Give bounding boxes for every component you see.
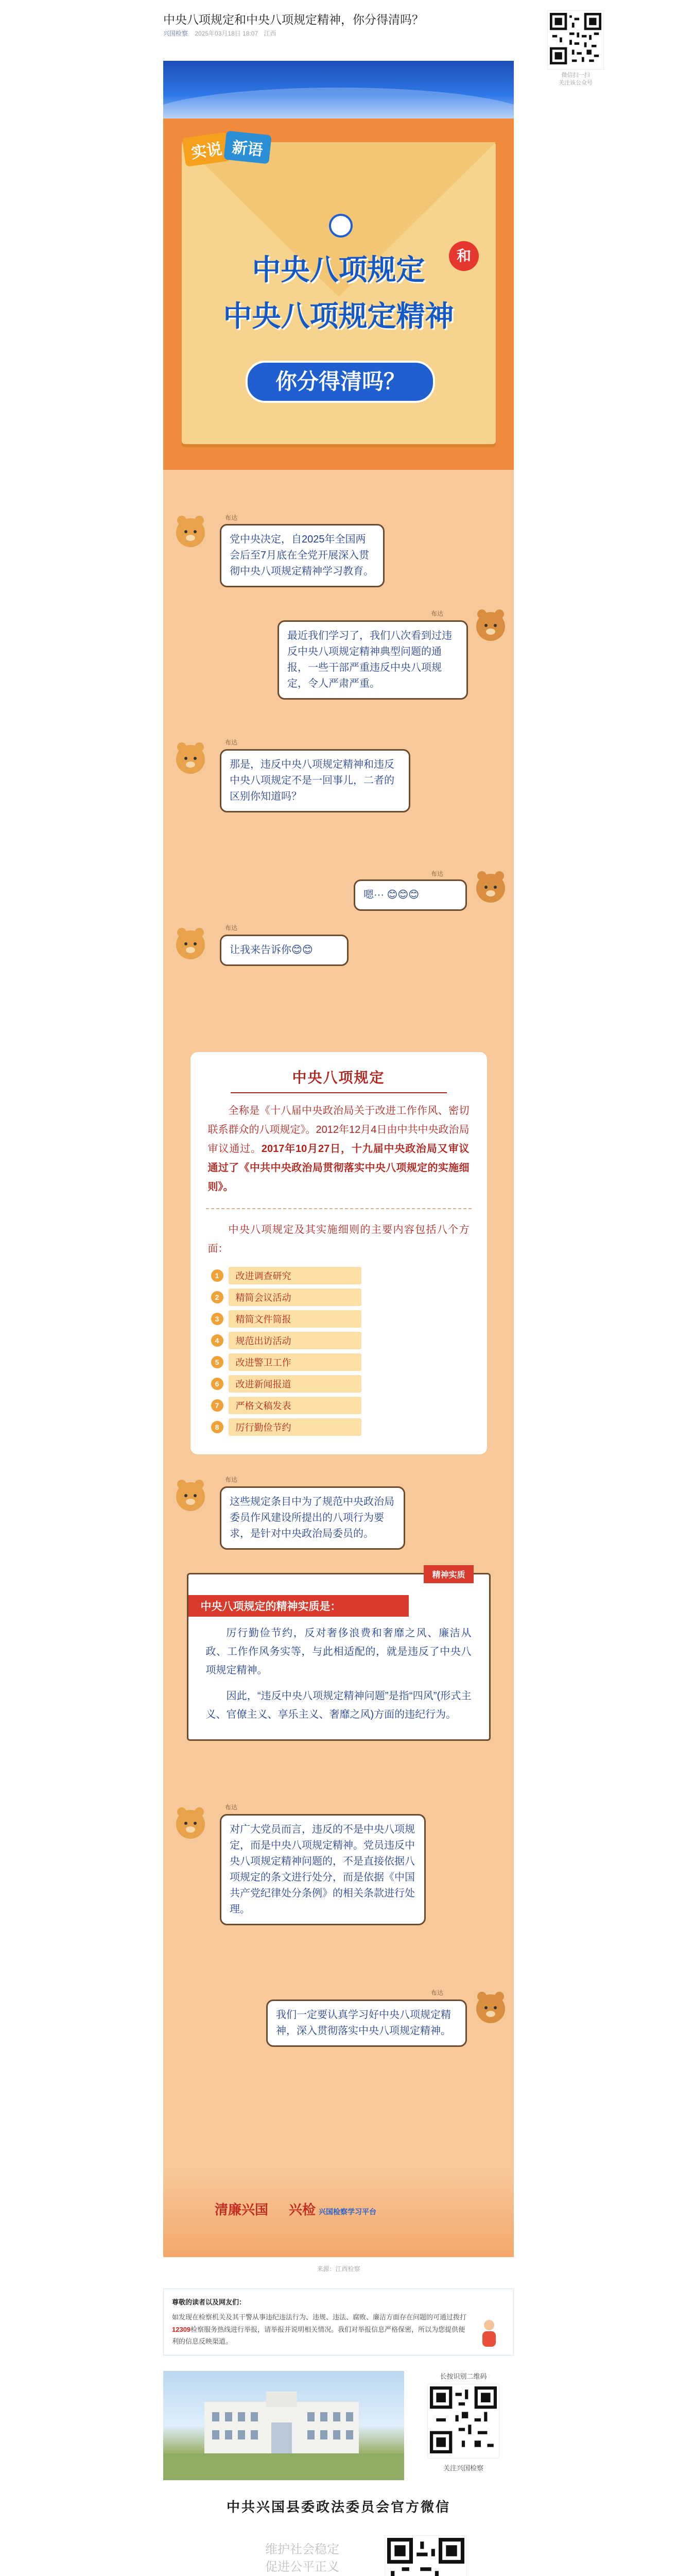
publish-location: 江西 xyxy=(264,30,276,37)
chat-bubble: 这些规定条目中为了规范中央政治局委员作风建设所提出的八项行为要求，是针对中央政治局委员的。 xyxy=(220,1486,405,1550)
chat-section-2 xyxy=(163,1454,514,1573)
chat-section-3 xyxy=(163,1741,514,2163)
notice-box xyxy=(163,2289,514,2355)
rule-label: 规范出访活动 xyxy=(229,1332,361,1349)
cartoon-avatar-icon xyxy=(471,605,511,645)
footer-banner xyxy=(163,2168,514,2257)
chat-bubble: 我们一定要认真学习好中央八项规定精神，深入贯彻落实中央八项规定精神。 xyxy=(266,1999,467,2047)
office-qr-label-bottom: 关注兴国检察 xyxy=(443,2464,483,2472)
cartoon-avatar-icon xyxy=(170,738,211,778)
chat-bubble: 嗯··· 😊😊😊 xyxy=(354,879,467,911)
cartoon-avatar-icon xyxy=(170,1803,211,1843)
office-qr-panel xyxy=(414,2371,512,2476)
rule-label: 严格文稿发表 xyxy=(229,1397,361,1414)
chat-bubble: 那是，违反中央八项规定精神和违反中央八项规定不是一回事儿，二者的区别你知道吗？ xyxy=(220,749,410,812)
slogan-line-2: 促进公平正义 xyxy=(265,2560,339,2574)
list-item xyxy=(211,1267,466,1284)
rules-card-para-2: 中央八项规定及其实施细则的主要内容包括八个方面： xyxy=(207,1224,470,1255)
notice-title: 尊敬的读者以及网友们： xyxy=(172,2298,246,2306)
author-link[interactable]: 兴国检察 xyxy=(163,30,188,37)
spirit-para-2: 因此，“违反中央八项规定精神问题”是指“四风”(形式主义、官僚主义、享乐主义、奢靡之风)方面的违纪行为。 xyxy=(205,1690,472,1720)
rules-para-1-text: 全称是《十八届中央政治局关于改进工作作风、密切联系群众的八项规定》。2012年12月4日由中共中央政治局审议通过。 xyxy=(207,1105,470,1155)
publish-date: 2025年03月18日 18:07 xyxy=(195,30,258,37)
cartoon-avatar-icon xyxy=(170,1475,211,1515)
rule-number: 8 xyxy=(211,1421,223,1433)
official-account-title: 中共兴国县委政法委员会官方微信 xyxy=(226,2499,450,2515)
rules-para-1-bold: 2017年10月27日，十九届中央政治局又审议通过了《中共中央政治局贯彻落实中央八项规定的实施细则》。 xyxy=(207,1143,470,1193)
article-body xyxy=(163,61,514,2576)
spirit-para-1: 厉行勤俭节约，反对奢侈浪费和奢靡之风、廉洁从政、工作作风务实等，与此相适配的，就是违反了中央八项规定精神。 xyxy=(205,1628,472,1676)
notice-body-2: 检察服务热线进行举报，请举报并说明相关情况。我们对举报信息严格保密，所以为您提供便利的信息反映渠道。 xyxy=(172,2325,465,2346)
cartoon-avatar-icon xyxy=(170,511,211,551)
rule-label: 精简会议活动 xyxy=(229,1289,361,1306)
list-item xyxy=(211,1397,466,1414)
qr-code-icon[interactable] xyxy=(385,2535,467,2576)
side-qr xyxy=(545,10,606,88)
logo-xingjian xyxy=(289,2199,376,2218)
heading-underline xyxy=(231,1092,447,1093)
top-decor-strip xyxy=(163,61,514,118)
notice-body xyxy=(172,2311,505,2347)
rule-number: 1 xyxy=(211,1269,223,1282)
list-item xyxy=(211,1289,466,1306)
article-meta xyxy=(163,29,276,38)
rules-list xyxy=(190,1267,487,1454)
side-qr-caption: 微信扫一扫 关注该公众号 xyxy=(559,72,593,87)
poster-subtitle: 你分得清吗？ xyxy=(246,361,435,403)
notice-body-1: 如发现在检察机关及其干警从事违纪违法行为、违规、违法、腐败、廉洁方面存在问题的可通过拨打 xyxy=(172,2313,467,2321)
spirit-card xyxy=(187,1573,491,1741)
lightbulb-icon xyxy=(329,214,353,238)
person-illustration-icon xyxy=(476,2318,502,2349)
qr-code-icon xyxy=(547,10,604,70)
rule-label: 改进警卫工作 xyxy=(229,1353,361,1371)
spirit-heading: 中央八项规定的精神实质是： xyxy=(188,1595,409,1617)
rule-label: 精简文件简报 xyxy=(229,1310,361,1328)
rule-label: 厉行勤俭节约 xyxy=(229,1418,361,1436)
poster-badge-1: 实说 xyxy=(182,132,231,167)
list-item xyxy=(211,1418,466,1436)
rule-label: 改进新闻报道 xyxy=(229,1375,361,1393)
speaker-name: 布达 xyxy=(431,610,444,617)
article-title: 中央八项规定和中央八项规定精神，你分得清吗？ xyxy=(163,13,424,26)
speaker-name: 布达 xyxy=(225,1476,238,1483)
list-item xyxy=(211,1375,466,1393)
slogan xyxy=(251,2540,354,2576)
cartoon-avatar-icon xyxy=(471,1987,511,2027)
cartoon-avatar-icon xyxy=(471,867,511,907)
logo-platform-text: 兴国检察学习平台 xyxy=(319,2208,377,2216)
poster-badge-2: 新语 xyxy=(223,131,271,164)
rule-label: 改进调查研究 xyxy=(229,1267,361,1284)
poster-title-1: 中央八项规定 xyxy=(252,253,425,286)
list-item xyxy=(211,1332,466,1349)
rule-number: 4 xyxy=(211,1334,223,1347)
qr-code-icon[interactable] xyxy=(427,2384,499,2459)
footer-logos xyxy=(215,2199,376,2218)
building-photo xyxy=(163,2371,404,2480)
speaker-name: 布达 xyxy=(225,514,238,521)
rules-card xyxy=(190,1052,487,1454)
chat-bubble: 最近我们学习了，我们八次看到过违反中央八项规定精神典型问题的通报，一些干部严重违反中央八项规定，令人严肃严重。 xyxy=(277,620,468,700)
rule-number: 3 xyxy=(211,1313,223,1325)
office-block xyxy=(163,2371,514,2484)
poster-title-2: 中央八项规定精神 xyxy=(223,300,454,332)
cartoon-avatar-icon xyxy=(170,923,211,963)
chat-bubble: 对广大党员而言，违反的不是中央八项规定，而是中央八项规定精神。党员违反中央八项规定精神问题的，不是直接依据八项规定的条文进行处分，而是依据《中国共产党纪律处分条例》的相关条款进行处理。 xyxy=(220,1814,426,1925)
chat-bubble: 让我来告诉你😊😊 xyxy=(220,935,349,966)
logo-qinglian: 清廉兴国 xyxy=(215,2202,269,2218)
rule-number: 7 xyxy=(211,1399,223,1412)
notice-phone: 12309 xyxy=(172,2325,191,2333)
rule-number: 5 xyxy=(211,1356,223,1368)
speaker-name: 布达 xyxy=(431,870,444,877)
poster xyxy=(163,118,514,470)
poster-and-badge: 和 xyxy=(449,241,479,271)
list-item xyxy=(211,1310,466,1328)
chat-section-1 xyxy=(163,470,514,1052)
rule-number: 6 xyxy=(211,1378,223,1390)
rule-number: 2 xyxy=(211,1291,223,1303)
speaker-name: 布达 xyxy=(225,1804,238,1811)
slogan-block xyxy=(163,2525,514,2576)
slogan-line-1: 维护社会稳定 xyxy=(265,2541,339,2556)
speaker-name: 布达 xyxy=(225,924,238,931)
logo-xingjian-text: 兴检 xyxy=(289,2202,316,2218)
list-item xyxy=(211,1353,466,1371)
rules-card-para-1 xyxy=(190,1101,487,1197)
chat-bubble: 党中央决定，自2025年全国两会后至7月底在全党开展深入贯彻中央八项规定精神学习教育。 xyxy=(220,524,385,587)
speaker-name: 布达 xyxy=(431,1989,444,1996)
source-line: 来源：江西检察 xyxy=(317,2265,360,2273)
dashed-divider xyxy=(206,1208,472,1209)
spirit-tag: 精神实质 xyxy=(424,1565,473,1583)
speaker-name: 布达 xyxy=(225,739,238,746)
office-qr-label-top: 长按识别二维码 xyxy=(440,2372,487,2380)
content-area xyxy=(163,470,514,2168)
rules-card-heading: 中央八项规定 xyxy=(292,1070,385,1086)
